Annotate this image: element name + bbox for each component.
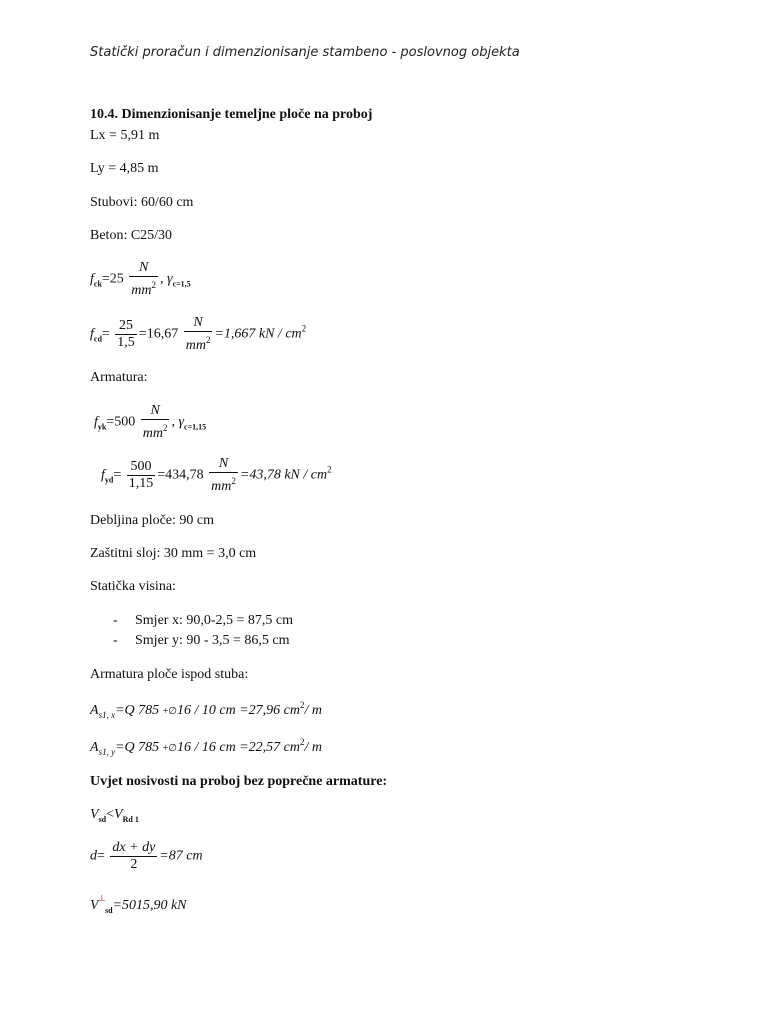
param-lx: Lx = 5,91 m — [90, 128, 160, 143]
uvjet-heading: Uvjet nosivosti na proboj bez poprečne armature: — [90, 774, 388, 789]
list-dash: - — [113, 633, 118, 648]
formula-vsd-vrd1: $V_{sd}<V_{Rd 1}$ — [90, 807, 139, 824]
formula-as1y: $A_{s1, y}=Q$ 785 +∅16 / 16 cm =22,57 $cm^2/$ m — [90, 737, 322, 757]
param-ly: Ly = 4,85 m — [90, 161, 159, 176]
armatura-ploce-label: Armatura ploče ispod stuba: — [90, 667, 249, 682]
param-beton: Beton: C25/30 — [90, 228, 173, 243]
formula-fcd: $f_{cd}=$ $\frac{25}{1,5}$ =16,67 $\frac{N}{mm^2}$ =1,667 kN / $cm^2$ — [90, 315, 307, 353]
formula-fyk: $f_{yk}=500$ $\frac{N}{mm^2}$ , $\gamma_{c=1,15}$ — [94, 403, 207, 441]
page-header: Statički proračun i dimenzionisanje stambeno - poslovnog objekta — [90, 45, 520, 60]
zastitni-sloj: Zaštitni sloj: 30 mm = 3,0 cm — [90, 546, 257, 561]
staticka-visina: Statička visina: — [90, 579, 176, 594]
section-title: 10.4. Dimenzionisanje temeljne ploče na proboj — [90, 107, 373, 122]
debljina-ploce: Debljina ploče: 90 cm — [90, 513, 215, 528]
formula-as1x: $A_{s1, x}=Q$ 785 +∅16 / 10 cm =27,96 $cm^2/$ m — [90, 700, 322, 720]
param-stubovi: Stubovi: 60/60 cm — [90, 195, 194, 210]
list-item: Smjer y: 90 - 3,5 = 86,5 cm — [135, 633, 290, 648]
list-item: Smjer x: 90,0-2,5 = 87,5 cm — [135, 613, 293, 628]
armatura-label: Armatura: — [90, 370, 148, 385]
list-dash: - — [113, 613, 118, 628]
formula-fyd: $f_{yd}=$ $\frac{500}{1,15}$ =434,78 $\frac{N}{mm^2}$ =43,78 kN / $cm^2$ — [101, 456, 332, 494]
formula-d: d= $\frac{dx + dy}{2}$ =87 cm — [90, 840, 203, 872]
formula-vsd-value: $V^┴_{sd}=5015,90$ kN — [90, 895, 187, 915]
formula-fck: $f_{ck}=25$ $\frac{N}{mm^2}$ , $\gamma_{c=1,5}$ — [90, 260, 191, 298]
